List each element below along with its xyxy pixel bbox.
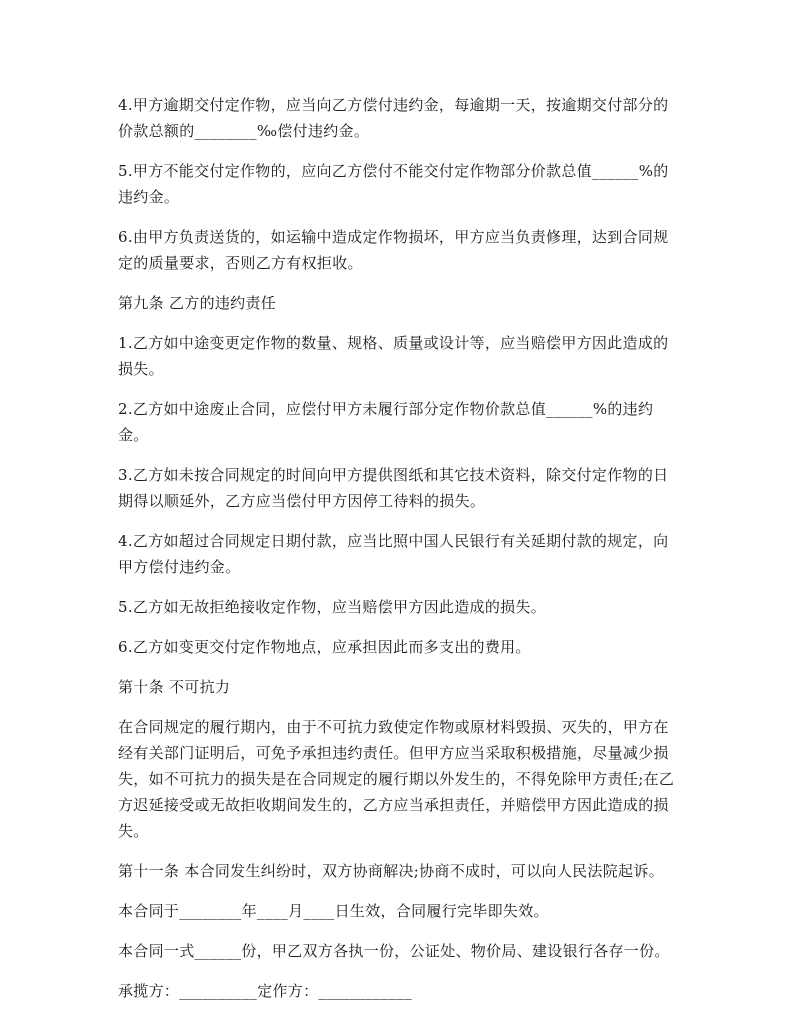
- clause-11: 第十一条 本合同发生纠纷时，双方协商解决;协商不成时，可以向人民法院起诉。: [118, 862, 664, 880]
- clause-10-body: 在合同规定的履行期内，由于不可抗力致使定作物或原材料毁损、灭失的，甲方在经有关部门证明后，可免予承担违约责任。但甲方应当采取积极措施，尽量减少损失，如不可抗力的损失是在合同规定的履行期以外发生的，不得免除甲方责任;在乙方迟延接受或无故拒收期间发生的，乙方应当承担责任，并赔偿甲方因此造成的损失。: [118, 718, 675, 840]
- clause-9-item-5: 5.乙方如无故拒绝接收定作物，应当赔偿甲方因此造成的损失。: [118, 598, 547, 616]
- contractor-label: 承揽方：: [118, 982, 180, 1000]
- effective-date-line: 本合同于________年____月____日生效，合同履行完毕即失效。: [118, 902, 549, 920]
- clause-9-item-1: 1.乙方如中途变更定作物的数量、规格、质量或设计等，应当赔偿甲方因此造成的损失。: [118, 334, 669, 378]
- clause-8-item-5: 5.甲方不能交付定作物的，应向乙方偿付不能交付定作物部分价款总值______%的违约金。: [118, 162, 669, 206]
- copies-line: 本合同一式______份，甲乙双方各执一份，公证处、物价局、建设银行各存一份。: [118, 942, 670, 960]
- orderer-blank: ____________: [318, 982, 413, 1000]
- clause-9-item-6: 6.乙方如变更交付定作物地点，应承担因此而多支出的费用。: [118, 638, 531, 656]
- orderer-label: 定作方：: [257, 982, 319, 1000]
- clause-9-item-2: 2.乙方如中途废止合同，应偿付甲方未履行部分定作物价款总值______%的违约金。: [118, 400, 654, 444]
- clause-8-item-6: 6.由甲方负责送货的，如运输中造成定作物损坏，甲方应当负责修理，达到合同规定的质量要求，否则乙方有权拒收。: [118, 228, 669, 272]
- clause-9-heading: 第九条 乙方的违约责任: [118, 294, 277, 312]
- clause-10-heading: 第十条 不可抗力: [118, 678, 231, 696]
- contractor-blank: __________: [179, 982, 258, 1000]
- clause-8-item-4: 4.甲方逾期交付定作物，应当向乙方偿付违约金，每逾期一天，按逾期交付部分的价款总额的________‰偿付违约金。: [118, 96, 669, 140]
- clause-9-item-4: 4.乙方如超过合同规定日期付款，应当比照中国人民银行有关延期付款的规定，向甲方偿付违约金。: [118, 532, 669, 576]
- clause-9-item-3: 3.乙方如未按合同规定的时间向甲方提供图纸和其它技术资料，除交付定作物的日期得以顺延外，乙方应当偿付甲方因停工待料的损失。: [118, 466, 669, 510]
- signature-line: [118, 978, 678, 1004]
